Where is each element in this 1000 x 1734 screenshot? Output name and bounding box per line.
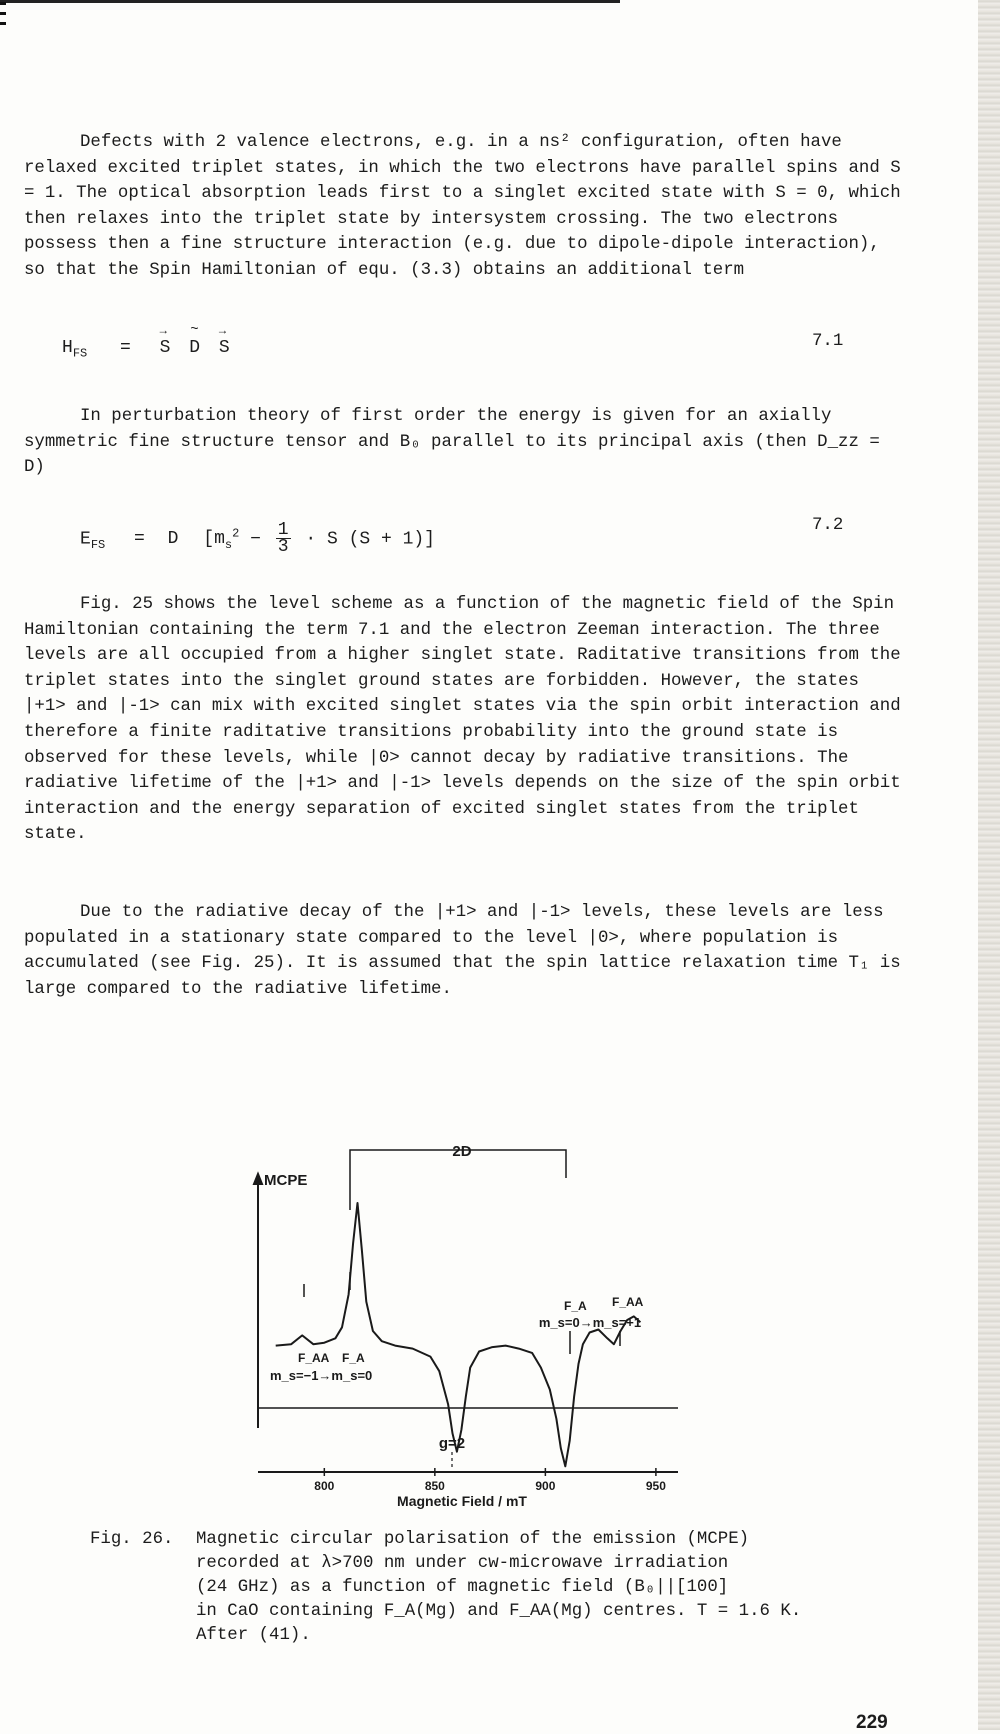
page-edge (978, 0, 1000, 1730)
eq2-d: D (167, 529, 179, 550)
g2-label: g=2 (438, 1435, 466, 1452)
caption-line-5: After (41). (196, 1626, 311, 1645)
paragraph-2: In perturbation theory of first order the energy is given for an axially symmetric fine structure tensor and B₀ parallel to its principal axis (then D_zz = D) (24, 407, 880, 478)
fa-left-label: F_A (342, 1351, 365, 1365)
trans-low-label: m_s=−1→m_s=0 (270, 1368, 373, 1383)
fa-right-label: F_A (564, 1299, 587, 1313)
corner-mark (0, 0, 6, 30)
eq2-frac-den: 3 (277, 537, 289, 557)
eq2-bracket: [m (203, 529, 225, 550)
caption-label: Fig. 26. (90, 1530, 174, 1549)
x-axis-label: Magnetic Field / mT (397, 1493, 527, 1509)
eq2-equals: = (134, 529, 145, 550)
caption-body (196, 1528, 876, 1648)
eq2-number: 7.2 (812, 516, 844, 535)
two-d-label: 2D (452, 1143, 472, 1160)
y-axis-label: MCPE (264, 1172, 308, 1189)
eq1-s1: → S (160, 338, 171, 358)
x-tick-label-900: 900 (535, 1479, 556, 1493)
eq2-lhs: E (80, 529, 91, 550)
paragraph-3: Fig. 25 shows the level scheme as a function of the magnetic field of the Spin Hamiltonian containing the term 7.1 and the electron Zeeman interaction. The three levels are all occupied from a higher singlet state. Raditative transitions from the triplet states into the singlet ground states are forbidden. However, the states |+1> and |-1> can mix with excited singlet states via the spin orbit interaction and therefore a finite raditative transitions probability into the ground state is observed for these levels, while |0> cannot decay by radiative transitions. The radiative lifetime of the |+1> and |-1> levels depends on the size of the spin orbit interaction and the energy separation of excited singlet states from the triplet state. (24, 595, 901, 845)
x-tick-label-850: 850 (424, 1479, 445, 1493)
eq2-m-sub: s (224, 537, 233, 552)
caption-line-2: recorded at λ>700 nm under cw-microwave irradiation (196, 1554, 729, 1573)
eq1-lhs: H (62, 338, 73, 358)
x-tick-label-950: 950 (645, 1479, 666, 1493)
eq2-m-sup: 2 (232, 526, 240, 541)
mcpe-chart (238, 1132, 678, 1512)
eq2-minus: − (250, 529, 261, 550)
eq1-lhs-sub: FS (72, 346, 88, 361)
caption-line-1: Magnetic circular polarisation of the emission (MCPE) (196, 1530, 750, 1549)
equation-7-1 (62, 338, 282, 361)
paragraph-1: Defects with 2 valence electrons, e.g. in a ns² configuration, often have relaxed excited triplet states, in which the two electrons have parallel spins and S = 1. The optical absorption leads first to a singlet excited state with S = 0, which then relaxes into the triplet state by intersystem crossing. The two electrons possess then a fine structure interaction (e.g. due to dipole-dipole interaction), so that the Spin Hamiltonian of equ. (3.3) obtains an additional term (24, 133, 901, 280)
eq1-number: 7.1 (812, 332, 844, 351)
faa-right-label: F_AA (612, 1295, 644, 1309)
eq2-fraction (276, 522, 291, 555)
trans-high-label: m_s=0→m_s=+1 (538, 1315, 642, 1330)
series-line-0 (276, 1203, 641, 1466)
y-axis-arrow (254, 1174, 262, 1184)
eq2-rest: · S (S + 1)] (305, 529, 435, 550)
equation-7-2 (80, 522, 540, 555)
eq2-frac-num: 1 (277, 520, 289, 540)
eq1-s2: → S (219, 338, 230, 358)
caption-line-3: (24 GHz) as a function of magnetic field (B₀||[100] (196, 1578, 729, 1597)
eq1-equals: = (120, 338, 131, 358)
faa-left-label: F_AA (298, 1351, 330, 1365)
top-rule (0, 0, 620, 3)
x-tick-label-800: 800 (314, 1479, 335, 1493)
eq1-d: ~ D (189, 338, 200, 358)
paragraph-4: Due to the radiative decay of the |+1> and |-1> levels, these levels are less populated in a stationary state compared to the level |0>, where population is accumulated (see Fig. 25). It is assumed that the spin lattice relaxation time T₁ is large compared to the radiative lifetime. (24, 903, 901, 999)
page-number: 229 (856, 1712, 888, 1733)
eq2-lhs-sub: FS (90, 537, 106, 552)
caption-line-4: in CaO containing F_A(Mg) and F_AA(Mg) centres. T = 1.6 K. (196, 1602, 802, 1621)
